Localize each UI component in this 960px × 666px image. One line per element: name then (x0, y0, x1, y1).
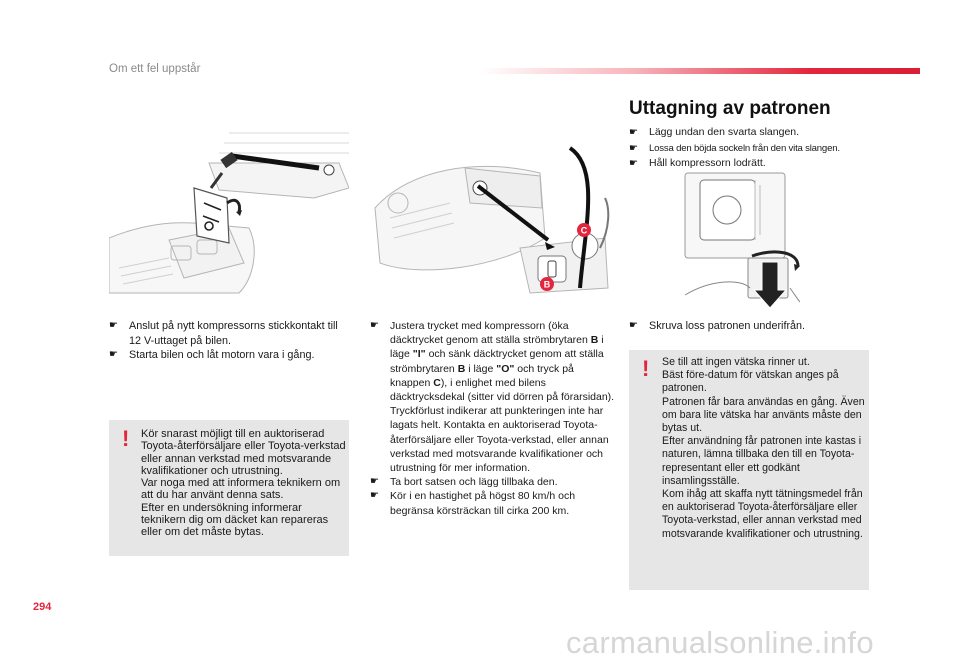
list-item (370, 489, 615, 517)
list-item-text: Ta bort satsen och lägg tillbaka den. (390, 476, 558, 489)
arrow-bullet-icon: ☛ (629, 320, 638, 331)
arrow-bullet-icon: ☛ (109, 320, 118, 331)
list-item (629, 141, 889, 157)
arrow-bullet-icon: ☛ (370, 476, 379, 488)
page-number: 294 (33, 601, 52, 613)
illustration-unscrew-cartridge (680, 170, 800, 310)
col1-list (109, 319, 349, 363)
watermark: carmanualsonline.info (566, 625, 874, 660)
page-heading: Uttagning av patronen (629, 98, 831, 119)
warning-box-col3 (629, 350, 869, 590)
list-item (370, 319, 615, 475)
list-item-text: Lägg undan den svarta slangen. (649, 126, 800, 138)
section-title: Om ett fel uppstår (109, 63, 201, 75)
list-item-text: Lossa den böjda sockeln från den vita slangen. (649, 142, 840, 154)
list-item (629, 125, 889, 141)
exclamation-icon: ! (122, 426, 130, 451)
list-item-text: Håll kompressorn lodrätt. (649, 157, 766, 169)
warning-text: Kör snarast möjligt till en auktoriserad Toyota-återförsäljare eller Toyota-verkstad eller annan verkstad med motsvarande kvalifikationer och utrustning. Var noga med att informera teknikern om att du har använt denna sats. Efter en undersökning informerar teknikern dig om däcket kan repareras eller om det måste bytas. (141, 428, 346, 539)
warning-text: Se till att ingen vätska rinner ut. Bäst före-datum för vätskan anges på patronen. Patronen får bara användas en gång. Även om bara lite vätska har använts måste den bytas ut. Efter användning får patronen inte kastas i naturen, lämna tillbaka den till en Toyota-representant eller ett godkänt insamlingsställe. Kom ihåg att skaffa nytt tätningsmedel från en auktoriserad Toyota-återförsäljare eller Toyota-verkstad, eller annan verkstad med motsvarande kvalifikationer och utrustning. (662, 356, 865, 540)
list-item-text: Justera trycket med kompressorn (öka däcktrycket genom att ställa strömbrytaren B i läge "I" och sänk däcktrycket genom att ställa strömbrytaren B i läge "O" och tryck på knappen C), i enlighet med bilens däcktrycksdekal (sitter vid dörren på förarsidan). Tryckförlust indikerar att punkteringen inte har lagats helt. Kontakta en auktoriserad Toyota-återförsäljare eller Toyota-verkstad, eller annan verkstad med motsvarande kvalifikationer och utrustning för mer information. (390, 320, 615, 475)
label-c: C (580, 225, 588, 236)
arrow-bullet-icon: ☛ (370, 490, 379, 502)
list-item (629, 319, 869, 334)
arrow-bullet-icon: ☛ (629, 127, 638, 138)
list-item-text: Kör i en hastighet på högst 80 km/h och begränsa körsträckan till cirka 200 km. (390, 490, 576, 517)
list-item (109, 319, 349, 348)
arrow-bullet-icon: ☛ (629, 158, 638, 169)
cartridge-steps-list (629, 125, 889, 172)
arrow-bullet-icon: ☛ (370, 320, 379, 331)
arrow-bullet-icon: ☛ (629, 142, 638, 154)
list-item (370, 475, 615, 489)
list-item-text: Anslut på nytt kompressorns stickkontakt till 12 V-uttaget på bilen. (129, 320, 338, 347)
label-b: B (543, 279, 551, 290)
exclamation-icon: ! (642, 356, 650, 381)
header-accent-line (480, 68, 920, 74)
col3-list (629, 319, 869, 334)
arrow-bullet-icon: ☛ (109, 349, 118, 361)
col2-list (370, 319, 615, 518)
illustration-pressure-adjust (370, 128, 610, 298)
warning-box-col1 (109, 420, 349, 556)
illustration-plug-in (109, 128, 349, 298)
list-item (109, 348, 349, 363)
list-item-text: Starta bilen och låt motorn vara i gång. (129, 349, 315, 362)
list-item-text: Skruva loss patronen underifrån. (649, 320, 806, 332)
